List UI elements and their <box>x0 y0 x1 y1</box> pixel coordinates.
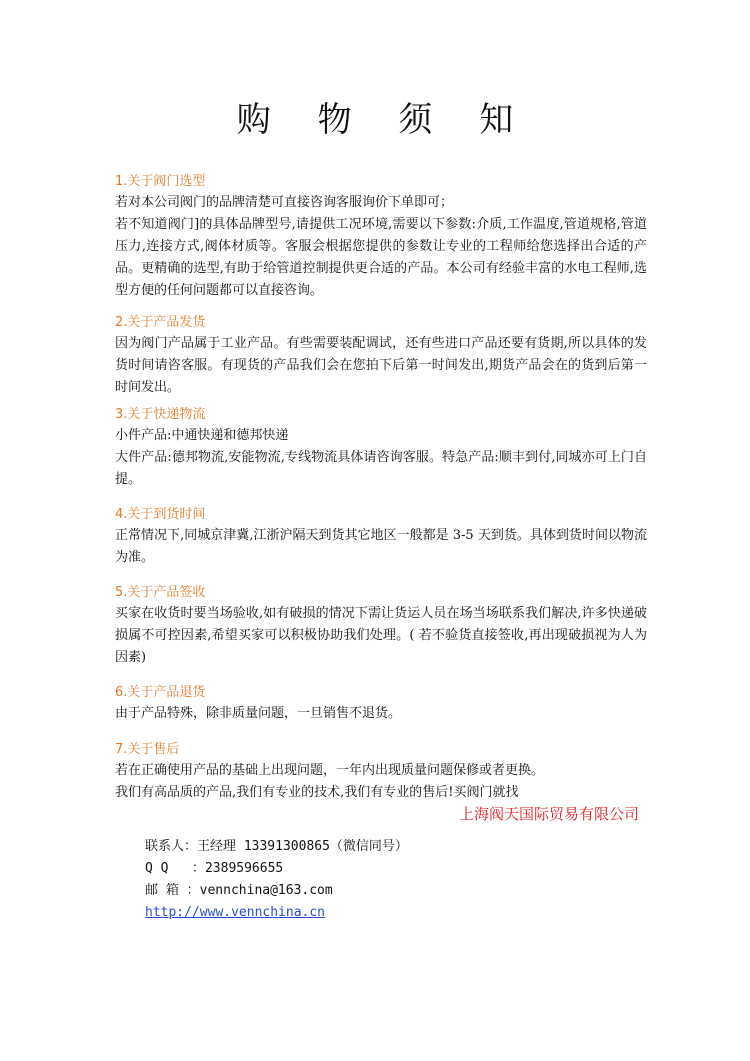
section-text: 由于产品特殊，除非质量问题，一旦销售不退货。 <box>115 706 402 721</box>
section-delivery-time <box>115 505 647 569</box>
section-text: 因为阀门产品属于工业产品。有些需要装配调试，还有些进口产品还要有货期,所以具体的发货时间请咨客服。有现货的产品我们会在您拍下后第一时间发出,期货产品会在的货到后第一时间发出。 <box>115 336 647 395</box>
section-heading: 5.关于产品签收 <box>115 585 206 600</box>
contact-qq: Q Q ：2389596655 <box>145 861 284 876</box>
section-after-sales <box>115 740 647 804</box>
section-text: 我们有高品质的产品,我们有专业的技术,我们有专业的售后!买阀门就找 <box>115 785 519 800</box>
section-returns <box>115 683 647 725</box>
section-receipt <box>115 583 647 669</box>
section-text: 若不知道阀门]的具体品牌型号,请提供工况环境,需要以下参数:介质,工作温度,管道规格,管道压力,连接方式,阀体材质等。客服会根据您提供的参数让专业的工程师给您选择出合适的产品。更精确的选型,有助于给管道控制提供更合适的产品。本公司有经验丰富的水电工程师,选型方便的任何问题都可以直接咨询。 <box>115 217 647 298</box>
section-valve-selection <box>115 172 647 302</box>
contact-block <box>145 836 408 924</box>
company-name: 上海阀天国际贸易有限公司 <box>458 805 639 823</box>
section-text: 小件产品:中通快递和德邦快递 <box>115 428 289 443</box>
section-heading: 3.关于快递物流 <box>115 407 206 422</box>
section-heading: 4.关于到货时间 <box>115 507 206 522</box>
section-heading: 2.关于产品发货 <box>115 315 206 330</box>
contact-person: 联系人：王经理 13391300865（微信同号） <box>145 839 408 854</box>
section-text: 若对本公司阀门的品牌清楚可直接咨询客服询价下单即可； <box>115 195 454 210</box>
website-link[interactable]: http://www.vennchina.cn <box>145 905 326 920</box>
section-text: 买家在收货时要当场验收,如有破损的情况下需让货运人员在场当场联系我们解决,许多快递破损属不可控因素,希望买家可以积极协助我们处理。( 若不验货直接签收,再出现破损视为人为因素) <box>115 606 647 665</box>
section-text: 大件产品:德邦物流,安能物流,专线物流具体请咨询客服。特急产品:顺丰到付,同城亦可上门自提。 <box>115 450 647 487</box>
section-text: 正常情况下,同城京津冀,江浙沪隔天到货其它地区一般都是 3-5 天到货。具体到货时间以物流为准。 <box>115 528 647 565</box>
contact-email: 邮 箱 ：vennchina@163.com <box>145 883 333 898</box>
section-heading: 7.关于售后 <box>115 742 180 757</box>
section-heading: 1.关于阀门选型 <box>115 174 206 189</box>
section-heading: 6.关于产品退货 <box>115 685 206 700</box>
page-title: 购 物 须 知 <box>236 100 532 140</box>
section-text: 若在正确使用产品的基础上出现问题，一年内出现质量问题保修或者更换。 <box>115 763 545 778</box>
section-shipping <box>115 313 647 399</box>
section-logistics <box>115 405 647 491</box>
